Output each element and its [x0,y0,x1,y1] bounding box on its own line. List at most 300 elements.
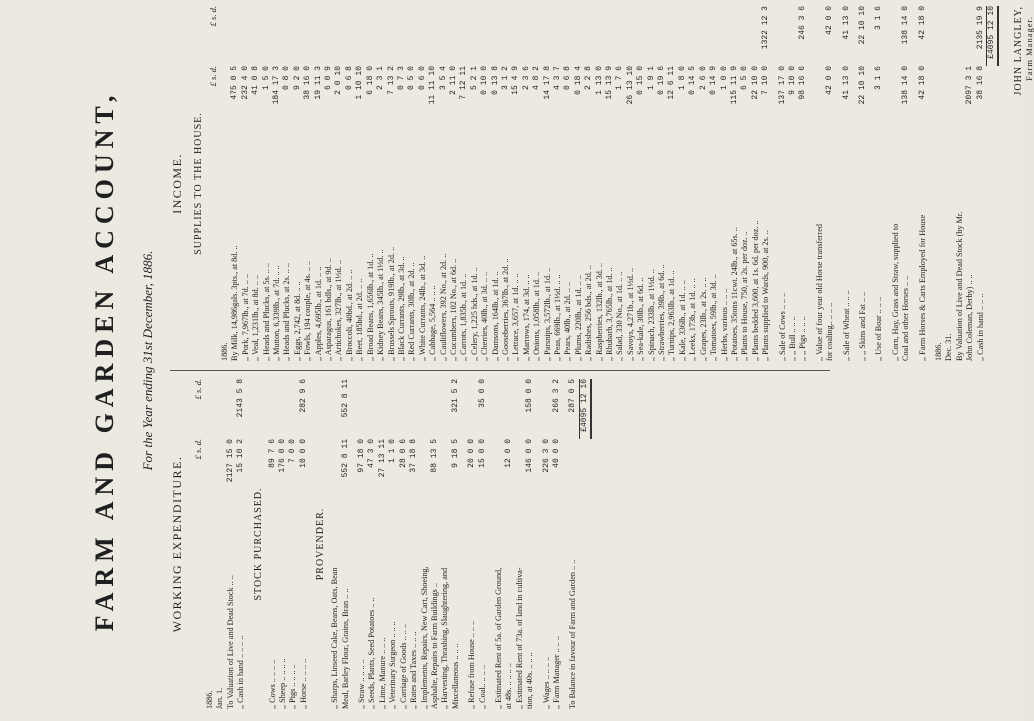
ledger-row [532,6,542,361]
ledger-row [407,6,417,361]
row-amount: 7 10 0 [761,66,771,95]
row-description: ,, Herbs, various .. .. .. [719,288,729,361]
row-subtotal: £4095 12 10 [579,379,592,439]
row-amount: 3 1 2 [500,66,510,91]
row-description: ,, Plants supplied to Wards, 900, at 2s. .. [761,230,771,361]
row-amount: 47 3 0 [367,439,377,468]
row-amount: 38 16 8 [975,66,985,100]
ledger-row [579,379,592,709]
row-amount: 115 11 9 [729,66,739,105]
row-amount: 5 2 1 [469,66,479,91]
row-amount: 2 3 6 [521,66,531,91]
row-amount: 37 18 8 [409,439,419,473]
row-amount: 137 17 0 [777,66,787,105]
ledger-row [355,6,365,361]
ledger-row [574,6,584,361]
row-amount: 1 8 0 [677,66,687,91]
row-description: ,, Use of Boar .. .. .. [874,296,884,361]
row-description: ,, Brussels Sprouts, 919lb., at 2d. .. [386,246,396,361]
ledger-row [605,6,615,361]
ledger-row [511,6,521,361]
income-column [170,6,1034,361]
row-description: ,, Rhubarb, 3,765lb., at 1d. .. [605,267,615,361]
row-description: ,, Plants to House, 750, at 2s. per doz. .. [740,231,750,361]
ledger-row [874,6,884,361]
ledger-row [478,379,488,709]
row-subtotal: 158 0 0 [525,379,535,413]
ledger-row [584,6,594,361]
lsd-label: £ s. d. [193,439,203,460]
row-description: ,, Strawberries, 39lb., at 6d. .. [657,264,667,361]
ledger-row [553,6,563,361]
row-amount: 15 4 9 [511,66,521,95]
ledger-row [341,379,351,709]
row-description: ,, Cows .. .. .. .. [267,659,277,709]
row-description: ,, Lettuce, 3,657, at 1d. .. .. [511,273,521,361]
row-amount: 22 10 0 [750,66,760,100]
row-description: Miscellaneous .. .. .. [450,643,460,709]
row-subtotal: 287 0 5 [568,379,578,413]
row-amount: 11 11 10 [428,66,438,105]
row-subtotal: 22 10 10 [857,6,867,45]
row-amount: 2 11 0 [448,66,458,95]
row-description: ,, Veal, 1,231lb., at 8d. .. .. [251,274,261,361]
row-subtotal: £4095 12 10 [986,6,999,66]
ledger-row [688,6,698,361]
ledger-row [552,379,562,709]
ledger-row [491,6,501,361]
row-description: ,, Sale of Cows .. .. .. [777,292,787,361]
ledger-row [366,6,376,361]
income-rows [220,6,999,361]
row-description: ,, Marrows, 174, at 3d. .. .. [521,274,531,361]
row-subtotal: 266 3 2 [551,379,561,413]
row-amount: 88 13 5 [429,439,439,473]
row-description: ,, Apples, 4,695lb., at 1d. .. .. [313,266,323,361]
row-amount: 4 3 7 [553,66,562,91]
ledger-row [568,379,578,709]
row-description: ,, Lime, Manure .. .. .. [377,637,387,709]
row-amount: 0 7 3 [396,66,406,91]
ledger-row [399,379,409,709]
row-description: ,, Pigs .. .. .. .. [288,664,298,709]
row-amount: 1 9 1 [646,66,656,91]
row-amount: 42 18 0 [917,66,927,100]
row-description: ,, Damsons, 164lb., at 1d. .. [490,271,500,361]
ledger-row [334,6,344,361]
row-description: 1886. [205,690,214,709]
row-description: ,, Salad, 330 No., at 1d. .. .. [615,271,625,361]
row-description: ,, White Currants, 24lb., at 3d. .. [417,255,427,361]
ledger-row [418,6,428,361]
row-description: ,, Implements, Repairs, New Cart, Shoeing, [419,566,429,709]
row-description: Dec. 31. [944,333,954,361]
ledger-row [272,6,282,361]
ledger-row [858,6,868,361]
row-amount: 1 13 0 [594,66,604,95]
row-description: ,, Grapes, 23lb., at 2s. .. .. [698,277,708,361]
row-amount: 552 8 11 [340,439,350,478]
row-description: ,, Asparagus, 161 bdls., at 9d. .. [324,258,334,361]
ledger-row [345,6,355,361]
row-amount: 6 5 0 [740,66,750,91]
row-description: ,, Eggs, 2,742, at 8d. .. .. [292,281,302,361]
ledger-row [226,379,236,709]
row-subtotal: 35 0 0 [477,379,487,408]
row-amount: 10 0 0 [298,439,308,468]
row-description: ,, Artichokes, 327lb., at 1½d. .. [334,260,344,361]
row-description: ,, Mutton, 6,339lb., at 7d. .. .. [272,265,282,361]
row-description: ,, Onions, 1,058lb., at 1d. .. [532,271,542,361]
row-amount: 12 0 0 [504,439,514,468]
ledger-row [387,6,397,361]
row-description: ,, Horse .. .. .. .. [298,658,308,709]
row-amount: 98 16 6 [798,66,808,100]
ledger-row [543,6,553,361]
ledger-row [918,6,928,361]
row-description: 1886. [220,342,229,361]
row-description: ,, Corn, Hay, Grass and Straw, supplied to [890,223,900,361]
ledger-row [525,379,535,709]
ledger-row [409,379,419,709]
lsd-label: £ s. d. [208,66,218,87]
row-amount: 42 0 0 [825,66,835,95]
row-description: ,, Straw .. .. .. .. [357,659,367,709]
row-amount: 176 0 0 [278,439,288,473]
row-amount: 0 6 8 [344,66,354,91]
ledger-row [494,379,504,709]
ledger-row [440,379,450,709]
row-amount: 38 16 0 [303,66,313,100]
row-amount: 1 10 10 [355,66,365,100]
row-description: ,, Gooseberries, 367lb., at 2d. .. [500,258,510,361]
row-subtotal: 2143 5 8 [236,379,246,418]
row-amount: 19 11 3 [313,66,323,100]
ledger-row [480,6,490,361]
row-description: ,, Wages .. .. .. .. [541,656,551,709]
row-description: Meal, Barley Flour, Grains, Bran .. .. [340,588,350,709]
row-description: ,, Heads and Plucks, at 2s. .. .. [282,262,292,361]
ledger-row [778,6,788,361]
row-description: ,, Tomatoes, 59lb., at 3d. .. [709,274,719,361]
row-subtotal: 3 1 6 [874,6,884,31]
row-amount: 40 0 0 [551,439,561,468]
ledger-row [268,379,278,709]
ledger-row [626,6,636,361]
ledger-row [730,6,740,361]
row-description: ,, Savoys, 4,271b., at 1½d. .. [625,267,635,361]
ledger-row [215,379,225,709]
row-amount: 0 6 0 [417,66,427,91]
row-description: ,, Value of four year old Horse transferred [814,224,824,361]
ledger-row [515,379,525,709]
row-description: ,, Kale, 336lb., at 1d. .. .. [677,280,687,361]
ledger-row [420,379,430,709]
page-title: FARM AND GARDEN ACCOUNT, [90,89,119,632]
section-subheading: STOCK PURCHASED. [252,487,264,601]
row-amount: 7 13 2 [386,66,396,95]
row-amount: 3 5 4 [438,66,448,91]
row-description: ,, Cauliflowers, 392 No., at 2d. .. [438,253,448,361]
row-description: tion, at 40s. .. .. .. [525,652,535,709]
ledger-row [236,379,246,709]
ledger-row [504,379,514,709]
ledger-row [205,379,215,709]
row-amount: 2 3 1 [376,66,386,91]
ledger-row [451,379,461,709]
ledger-row [657,6,667,361]
row-description: ,, Pork, 7,967lb., at 7d. .. .. [240,273,250,361]
ledger-row [667,6,677,361]
ledger-row [467,379,477,709]
ledger-row [563,6,573,361]
row-amount: 41 13 0 [841,66,851,100]
row-description: ,, Coal.. .. .. .. [477,664,487,709]
row-description: ,, Leeks, 173b., at 1d. .. .. [688,278,698,361]
row-amount: 20 0 0 [467,439,477,468]
ledger-row [367,379,377,709]
ledger-row [357,379,367,709]
ledger-row [751,6,761,361]
row-description: ,, Fowls, 194 couple, at 4s. .. .. [303,260,313,361]
ledger-row [428,6,438,361]
ledger-row [815,6,825,361]
row-amount: 28 0 6 [398,439,408,468]
row-subtotal: 1322 12 3 [761,6,771,50]
ledger-row [842,6,852,361]
row-subtotal: 42 0 0 [825,6,835,35]
row-description: ,, ,, Skins and Fat .. .. [857,291,867,361]
row-description: 1886. [934,342,943,361]
row-subtotal: 552 8 11 [340,379,350,418]
ledger-row [901,6,911,361]
ledger-row [740,6,750,361]
row-description: ,, Radishes, 256 bds., at 2d. .. [584,265,594,361]
row-description: ,, Cash in hand .. .. .. [975,293,985,361]
row-amount: 0 6 8 [563,66,573,91]
ledger-row [788,6,798,361]
signature-title: Farm Manager. [1024,16,1034,81]
row-amount: 2 2 8 [584,66,594,91]
ledger-row [720,6,730,361]
row-subtotal: 321 5 2 [450,379,460,413]
ledger-row [230,6,240,361]
row-description: ,, Sharps, Linseed Cake, Beans, Oats, Bean [330,567,340,709]
row-amount: 9 10 0 [787,66,797,95]
row-description: ,, Cherries, 40lb., at 3d. .. .. [480,271,490,361]
expenditure-column [170,379,990,709]
ledger-row [251,6,261,361]
ledger-row [955,6,965,361]
ledger-row [376,6,386,361]
ledger-row [293,6,303,361]
row-amount: 1 1 0 [388,439,398,464]
row-amount: 7 12 11 [459,66,469,100]
ledger-row [965,6,975,361]
lsd-label: £ s. d. [208,6,218,27]
ledger-row [262,6,272,361]
ledger-row [709,6,719,361]
row-amount: 475 0 5 [230,66,240,100]
row-amount: 0 14 5 [688,66,698,95]
ledger-row [522,6,532,361]
ledger-row [678,6,688,361]
ledger-row [288,379,298,709]
ledger-row [314,6,324,361]
row-amount: 4 8 2 [532,66,542,91]
row-amount: 26 13 10 [625,66,635,105]
page-subtitle: For the Year ending 31st December, 1886. [140,250,155,471]
row-description: ,, Carriage of Goods .. .. .. [398,623,408,709]
section-subheading: PROVENDER. [315,507,327,581]
row-description: ,, Farm Horses & Carts Employed for House [917,214,927,361]
ledger-row [825,6,835,361]
row-description: By Milk, 14,986gals. 3pts., at 8d. .. [230,245,240,361]
ledger-row [449,6,459,361]
ledger-row [934,6,944,361]
row-amount: 0 5 0 [407,66,417,91]
ledger-row [303,6,313,361]
ledger-row [986,6,999,361]
row-description: Jan. 1. [215,687,225,709]
row-amount: 3 1 6 [874,66,884,91]
row-amount: 1 7 6 [615,66,625,91]
row-description: ,, Sheep .. .. .. .. [278,658,288,709]
row-description: ,, Red Currants, 30lb., at 2d. .. [407,262,417,361]
row-amount: 0 13 8 [490,66,500,95]
row-amount: 2097 3 1 [965,66,975,105]
row-description: ,, Spinach, 233lb., at 1½d. .. [646,269,656,361]
row-subtotal: 42 18 0 [917,6,927,40]
row-amount: 138 14 0 [901,66,911,105]
row-description: ,, Plums, 220lb., at 1d. .. .. [573,275,583,361]
row-amount: 226 3 0 [541,439,551,473]
row-amount: 14 17 8 [542,66,552,100]
row-description: at 48s. .. .. .. .. [504,663,514,709]
row-description: ,, Raspberries, 132lb., at 3d. .. [594,262,604,361]
row-description: ,, Carrots, 1,835b., at 1d. .. [459,273,469,361]
row-amount: 0 14 9 [709,66,719,95]
row-amount: 15 0 0 [477,439,487,468]
ledger-row [388,379,398,709]
row-amount: 0 18 4 [573,66,583,95]
column-divider [170,370,830,371]
ledger-row [439,6,449,361]
row-amount: 0 8 0 [282,66,292,91]
row-amount: 9 18 5 [450,439,460,468]
ledger-row [241,6,251,361]
row-description: ,, Seeds, Plants, Seed Potatoes .. .. [367,597,377,709]
row-description: ,, Broad Beans, 1,656lb., at 1d. .. [365,253,375,361]
row-amount: 2127 15 0 [225,439,235,483]
row-amount: 15 13 9 [605,66,615,100]
ledger-row [798,6,808,361]
row-description: ,, Cabbage, 5,564 .. .. .. [428,285,438,361]
row-description: ,, ,, Pigs .. .. .. [798,316,808,361]
row-description: ,, Estimated Rent of 5a. of Garden Ground, [493,567,503,709]
row-description: To Valuation of Live and Dead Stock .. .. [225,575,235,709]
row-description: ,, Plants bedded 3,600, at 1s. 6d. per doz. .. [750,220,760,361]
row-amount: 2 6 0 [698,66,708,91]
row-description: ,, Heads and Plucks, at 5s. .. .. [261,262,271,361]
row-amount: 6 0 9 [324,66,334,91]
row-description: ,, Farm Manager .. .. .. [551,636,561,709]
row-amount: 0 19 6 [657,66,667,95]
row-amount: 9 2 0 [292,66,302,91]
row-description: By Valuation of Live and Dead Stock (by Mr. [954,211,964,361]
row-description: ,, Cucumbers, 102 No., at 6d. .. [448,258,458,361]
income-money-header [208,6,218,361]
lsd-label: £ s. d. [193,379,203,400]
row-description: ,, Beet, 185bd., at 2d. .. .. [355,278,365,361]
row-description: ,, Black Currants, 29lb., at 3d. .. [396,256,406,361]
row-subtotal: 282 9 6 [298,379,308,413]
ledger-row [397,6,407,361]
row-description: ,, Sea-kale, 30lb., at 6d. .. [636,277,646,361]
ledger-row [324,6,334,361]
ledger-row [699,6,709,361]
row-description: ,, Rates and Taxes .. .. .. [409,631,419,709]
row-description: ,, Turnips, 2,963lb., at 1d. .. [667,270,677,361]
row-amount: 0 10 0 [480,66,490,95]
row-description: ,, Pears, 40lb., at 2d. .. .. [563,281,573,361]
row-description: ,, Celery, 1,225 hds., at 1d. .. [469,267,479,361]
expenditure-heading: WORKING EXPENDITURE. [170,455,184,633]
ledger-row [299,379,309,709]
ledger-row [636,6,646,361]
row-amount: 232 4 0 [240,66,250,100]
row-amount: 2 0 10 [334,66,344,95]
row-description: ,, Kidney Beans, 345lb., at 1½d. .. [376,249,386,361]
row-amount: 22 10 10 [857,66,867,105]
ledger-row [595,6,605,361]
row-description: ,, Broccoli, 40bd., at 2d. .. .. [344,269,354,361]
row-amount: 89 7 6 [267,439,277,468]
ledger-row [330,379,340,709]
row-description: ,, Refuse from House .. .. .. [467,620,477,709]
row-description: ,, Potatoes, 35tons 11cwt. 24lb., at 65s. .. [729,227,739,361]
ledger-row [278,379,288,709]
ledger-row [459,6,469,361]
row-description: ,, Estimated Rent of 73a. of land in cultiva- [514,567,524,709]
ledger-row [220,6,230,361]
ledger-row [542,379,552,709]
row-description: ,, Cash in hand .. .. .. .. [236,635,246,709]
row-amount: 1 0 0 [719,66,729,91]
row-description: ,, Harvesting, Thrashing, Slaughtering, and [440,567,450,709]
row-amount: 15 10 2 [236,439,246,473]
ledger-row [647,6,657,361]
ledger-row [430,379,440,709]
row-description: ,, Veterinary Surgeon .. .. .. [388,621,398,709]
row-amount: 7 0 0 [288,439,298,464]
ledger-row [761,6,771,361]
row-subtotal: 2135 19 9 [975,6,985,50]
row-description: ,, Sale of Wheat .. .. .. [841,290,851,361]
ledger-row [378,379,388,709]
row-amount: 12 6 11 [667,66,677,100]
row-amount: 1 5 0 [261,66,271,91]
row-amount: 146 0 0 [525,439,535,473]
row-amount: 6 18 0 [365,66,375,95]
expenditure-rows [205,379,592,709]
signature: JOHN LANGLEY, [1013,6,1025,96]
row-description: ,, ,, Bull .. .. .. [787,316,797,361]
income-subheading: SUPPLIES TO THE HOUSE. [193,112,204,255]
row-description: Asphalte, Repairs to Farm Buildings .. [429,583,439,709]
ledger-row [615,6,625,361]
row-amount: 0 15 0 [636,66,646,95]
